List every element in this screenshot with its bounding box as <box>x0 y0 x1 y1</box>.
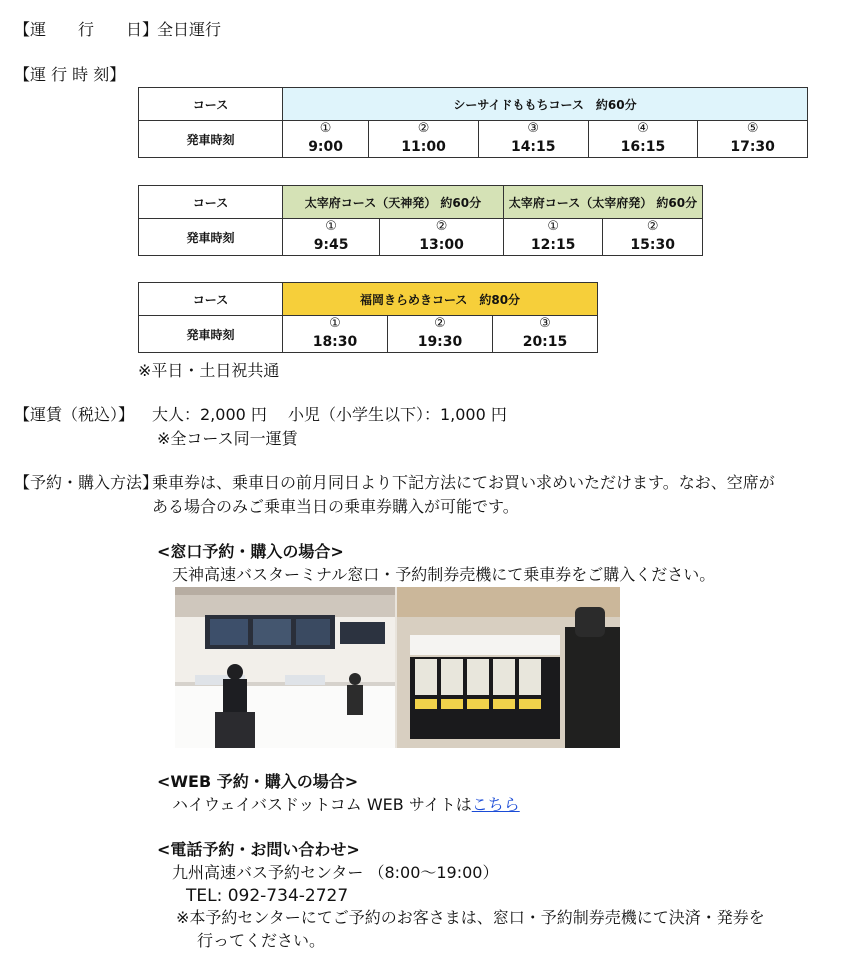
slot-number: ⑤ <box>698 121 808 138</box>
slot-time: 15:30 <box>603 235 703 256</box>
course-name: シーサイドももちコース 約60分 <box>283 88 808 121</box>
slot-time: 18:30 <box>283 332 388 353</box>
phone-center: 九州高速バス予約センター （8:00～19:00） <box>172 863 499 882</box>
slot-time: 20:15 <box>493 332 598 353</box>
course-header: コース <box>139 186 283 219</box>
phone-note-1: ※本予約センターにてご予約のお客さまは、窓口・予約制券売機にて決済・発券を <box>176 908 765 927</box>
web-site-link[interactable]: こちら <box>471 795 520 814</box>
slot-time: 11:00 <box>369 137 479 158</box>
timetable-seaside-momochi <box>138 87 808 158</box>
slot-time: 16:15 <box>588 137 698 158</box>
timetable-kirameki <box>138 282 598 353</box>
web-text: ハイウェイバスドットコム WEB サイトは <box>172 795 472 814</box>
reservation-text-1: 乗車券は、乗車日の前月同日より下記方法にてお買い求めいただけます。なお、空席が <box>152 473 775 492</box>
phone-heading: <電話予約・お問い合わせ> <box>157 840 360 859</box>
slot-number: ② <box>380 219 504 236</box>
counter-heading: <窓口予約・購入の場合> <box>157 542 344 561</box>
course-name: 太宰府コース（天神発） 約60分 <box>283 186 504 219</box>
course-header: コース <box>139 88 283 121</box>
slot-number: ① <box>503 219 603 236</box>
departure-header: 発車時刻 <box>139 121 283 158</box>
slot-time: 12:15 <box>503 235 603 256</box>
slot-number: ③ <box>493 316 598 333</box>
slot-number: ④ <box>588 121 698 138</box>
slot-number: ③ <box>478 121 588 138</box>
fare-value: 大人：2,000 円 小児（小学生以下）：1,000 円 <box>152 405 507 424</box>
schedule-note: ※平日・土日祝共通 <box>138 361 280 380</box>
slot-number: ② <box>388 316 493 333</box>
slot-time: 17:30 <box>698 137 808 158</box>
slot-number: ② <box>369 121 479 138</box>
phone-note-2: 行ってください。 <box>197 931 326 950</box>
slot-time: 14:15 <box>478 137 588 158</box>
reservation-text-2: ある場合のみご乗車当日の乗車券購入が可能です。 <box>152 497 519 516</box>
slot-number: ① <box>283 316 388 333</box>
web-heading: <WEB 予約・購入の場合> <box>157 772 359 791</box>
phone-tel: TEL: 092-734-2727 <box>186 886 349 906</box>
course-name: 福岡きらめきコース 約80分 <box>283 283 598 316</box>
slot-time: 9:00 <box>283 137 369 158</box>
slot-time: 13:00 <box>380 235 504 256</box>
course-header: コース <box>139 283 283 316</box>
ticket-counter-photo <box>175 587 620 748</box>
slot-number: ① <box>283 219 380 236</box>
slot-number: ① <box>283 121 369 138</box>
slot-number: ② <box>603 219 703 236</box>
web-text-row <box>172 795 520 815</box>
slot-time: 19:30 <box>388 332 493 353</box>
fare-label: 【運賃（税込）】 <box>14 405 135 424</box>
operation-day-value: 全日運行 <box>157 20 222 39</box>
departure-header: 発車時刻 <box>139 219 283 256</box>
counter-text: 天神高速バスターミナル窓口・予約制券売機にて乗車券をご購入ください。 <box>172 565 716 584</box>
schedule-label: 【運 行 時 刻】 <box>14 65 126 84</box>
operation-day-label: 【運 行 日】 <box>14 20 159 39</box>
departure-header: 発車時刻 <box>139 316 283 353</box>
reservation-label: 【予約・購入方法】 <box>14 473 159 492</box>
fare-note: ※全コース同一運賃 <box>157 429 298 448</box>
course-name: 太宰府コース（太宰府発） 約60分 <box>503 186 702 219</box>
slot-time: 9:45 <box>283 235 380 256</box>
timetable-dazaifu <box>138 185 703 256</box>
